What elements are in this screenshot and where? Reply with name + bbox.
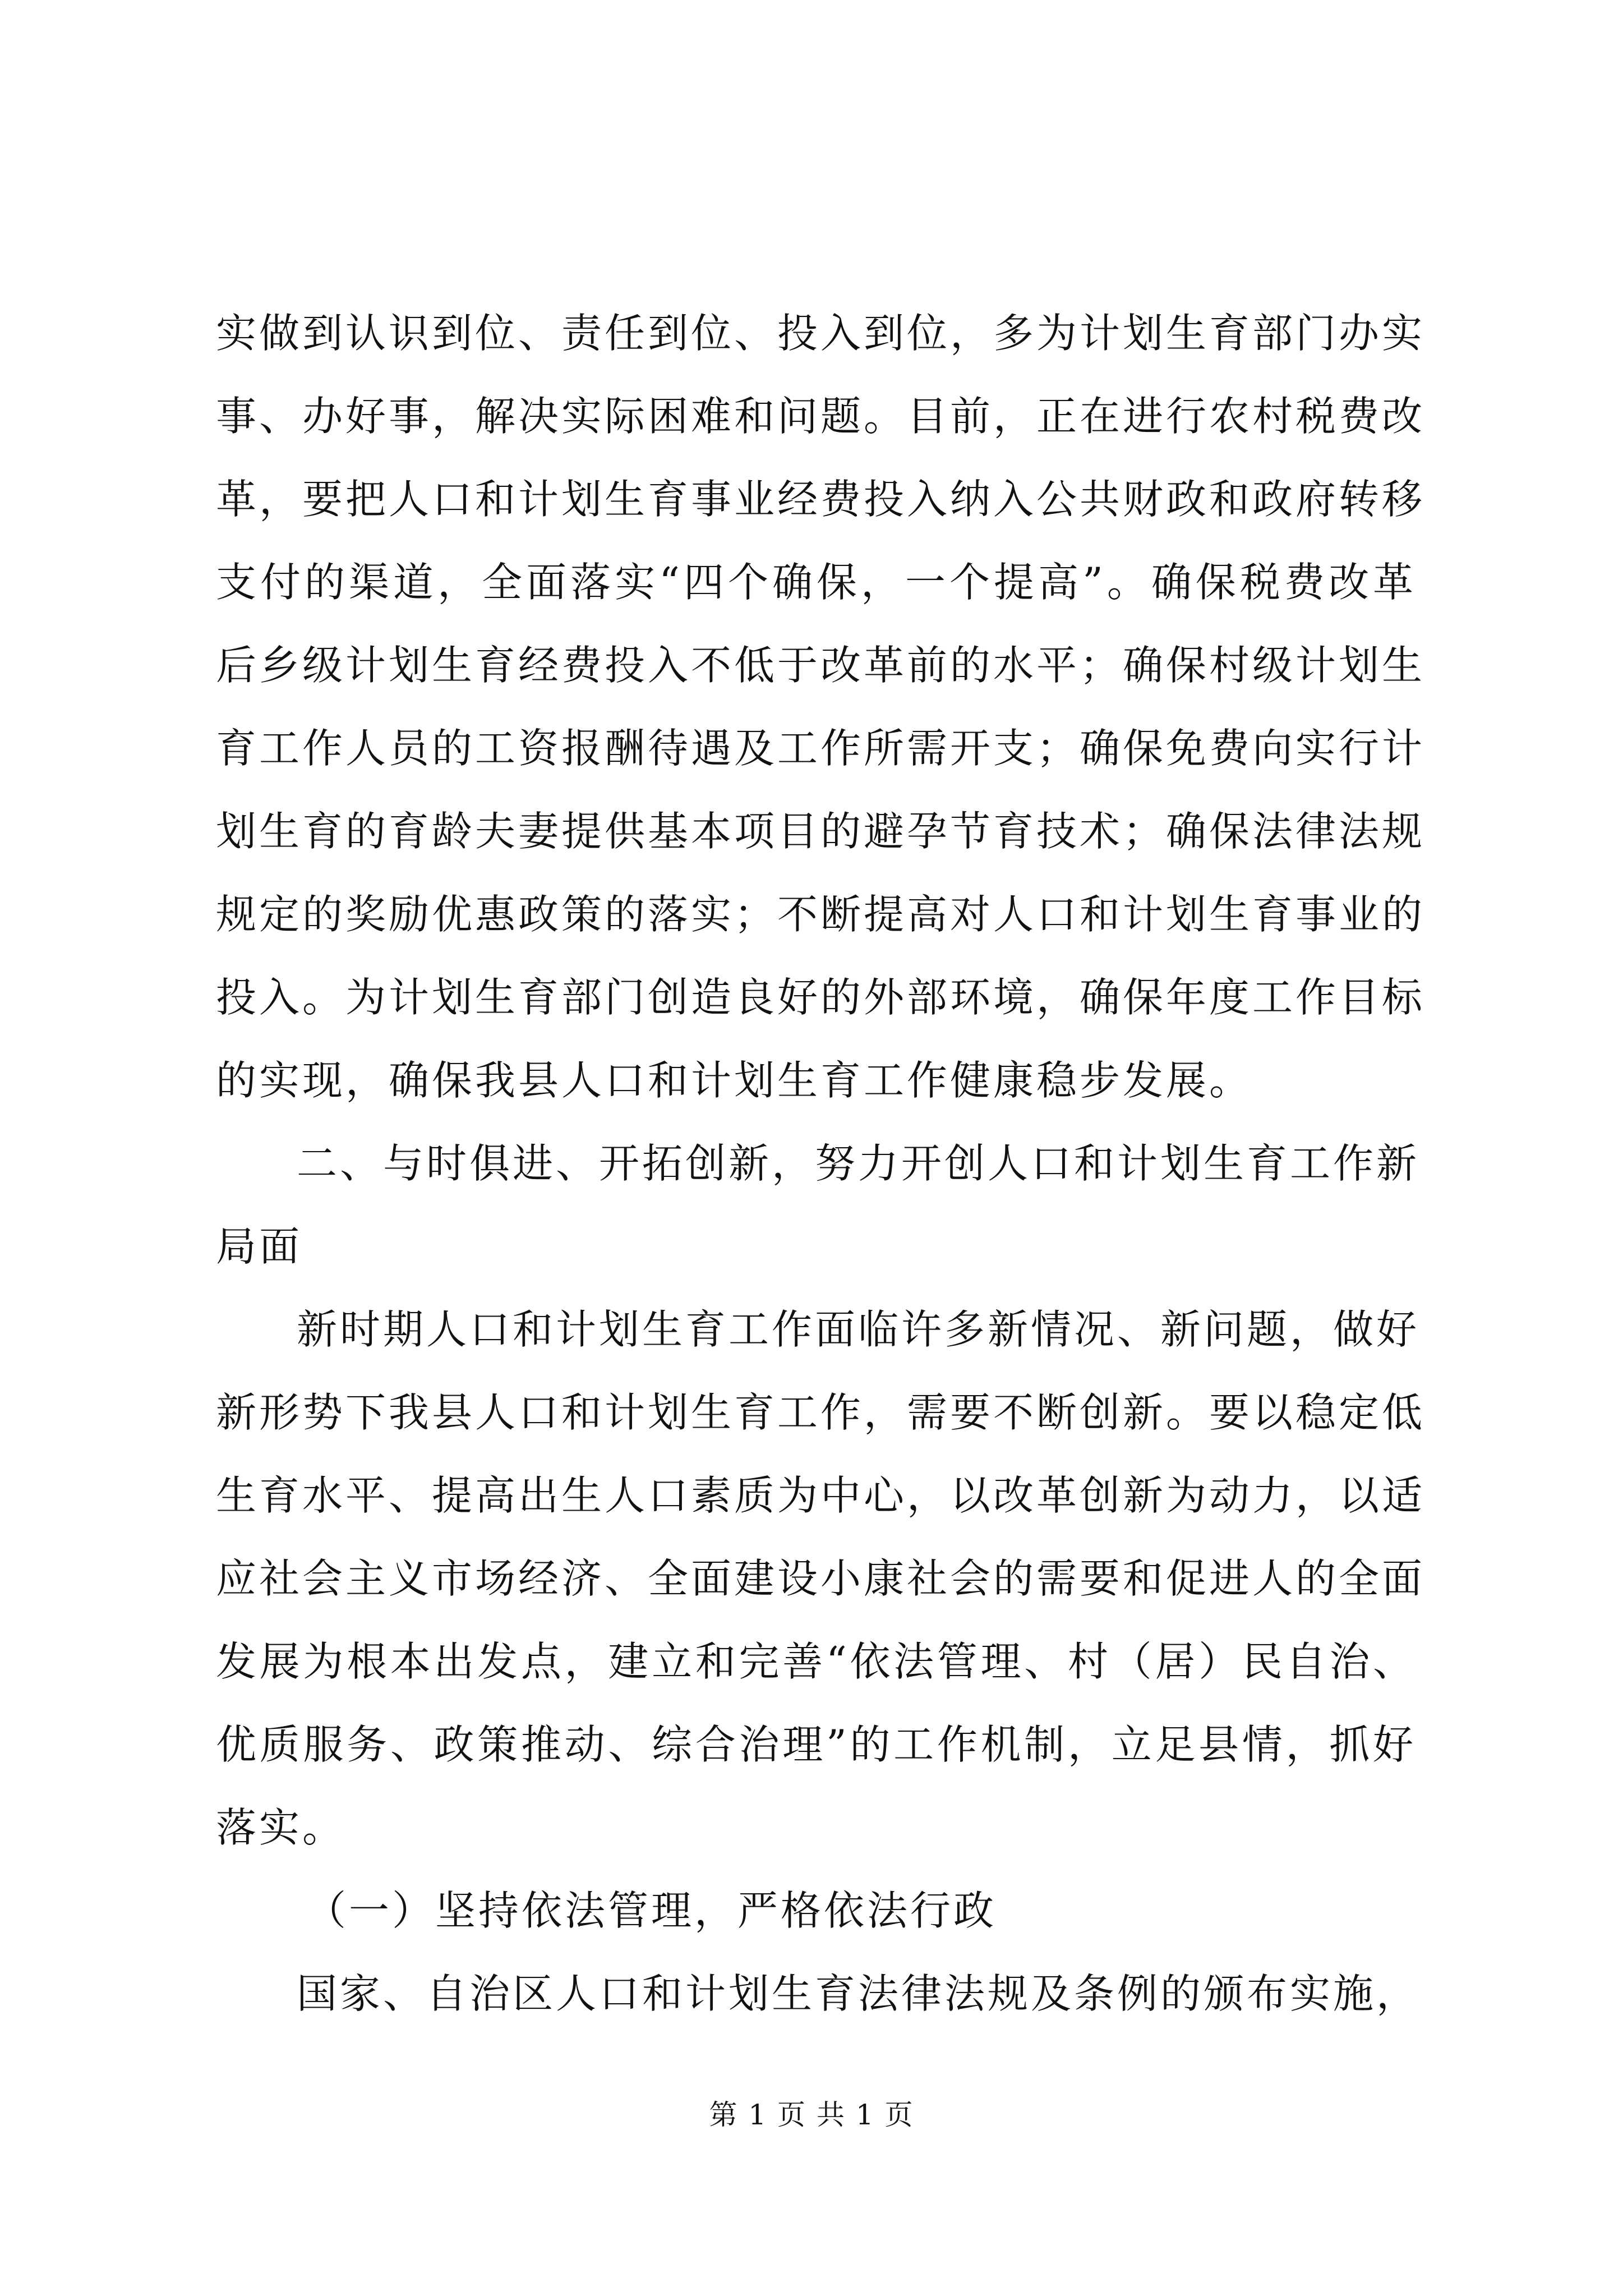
paragraph-line: 划生育的育龄夫妻提供基本项目的避孕节育技术；确保法律法规 xyxy=(216,808,1426,855)
paragraph-line: 支付的渠道，全面落实“四个确保，一个提高”。确保税费改革 xyxy=(216,559,1416,606)
paragraph-line: 应社会主义市场经济、全面建设小康社会的需要和促进人的全面 xyxy=(216,1555,1426,1602)
section-heading: 二、与时俱进、开拓创新，努力开创人口和计划生育工作新 xyxy=(297,1140,1420,1187)
paragraph-line: 规定的奖励优惠政策的落实；不断提高对人口和计划生育事业的 xyxy=(216,891,1426,938)
paragraph-line: 国家、自治区人口和计划生育法律法规及条例的颁布实施， xyxy=(297,1970,1420,2017)
paragraph-line: 生育水平、提高出生人口素质为中心，以改革创新为动力，以适 xyxy=(216,1472,1426,1519)
paragraph-line: 投入。为计划生育部门创造良好的外部环境，确保年度工作目标 xyxy=(216,974,1426,1021)
paragraph-line: 育工作人员的工资报酬待遇及工作所需开支；确保免费向实行计 xyxy=(216,725,1426,772)
paragraph-line: 的实现，确保我县人口和计划生育工作健康稳步发展。 xyxy=(216,1057,1253,1104)
page-footer xyxy=(0,2095,1623,2134)
paragraph-line: 新时期人口和计划生育工作面临许多新情况、新问题，做好 xyxy=(297,1306,1420,1353)
paragraph-line: 落实。 xyxy=(216,1804,346,1851)
paragraph-line: 后乡级计划生育经费投入不低于改革前的水平；确保村级计划生 xyxy=(216,642,1426,689)
subsection-heading: （一）坚持依法管理，严格依法行政 xyxy=(306,1887,997,1934)
paragraph-line: 发展为根本出发点，建立和完善“依法管理、村（居）民自治、 xyxy=(216,1638,1416,1685)
paragraph-line: 事、办好事，解决实际困难和问题。目前，正在进行农村税费改 xyxy=(216,393,1426,440)
paragraph-line: 新形势下我县人口和计划生育工作，需要不断创新。要以稳定低 xyxy=(216,1389,1426,1436)
document-body xyxy=(216,292,1426,2035)
section-heading-continuation: 局面 xyxy=(216,1223,303,1270)
page-number-label: 第 1 页 共 1 页 xyxy=(709,2099,914,2131)
paragraph-line: 优质服务、政策推动、综合治理”的工作机制，立足县情，抓好 xyxy=(216,1721,1416,1768)
paragraph-line: 实做到认识到位、责任到位、投入到位，多为计划生育部门办实 xyxy=(216,310,1426,357)
paragraph-line: 革，要把人口和计划生育事业经费投入纳入公共财政和政府转移 xyxy=(216,476,1426,523)
